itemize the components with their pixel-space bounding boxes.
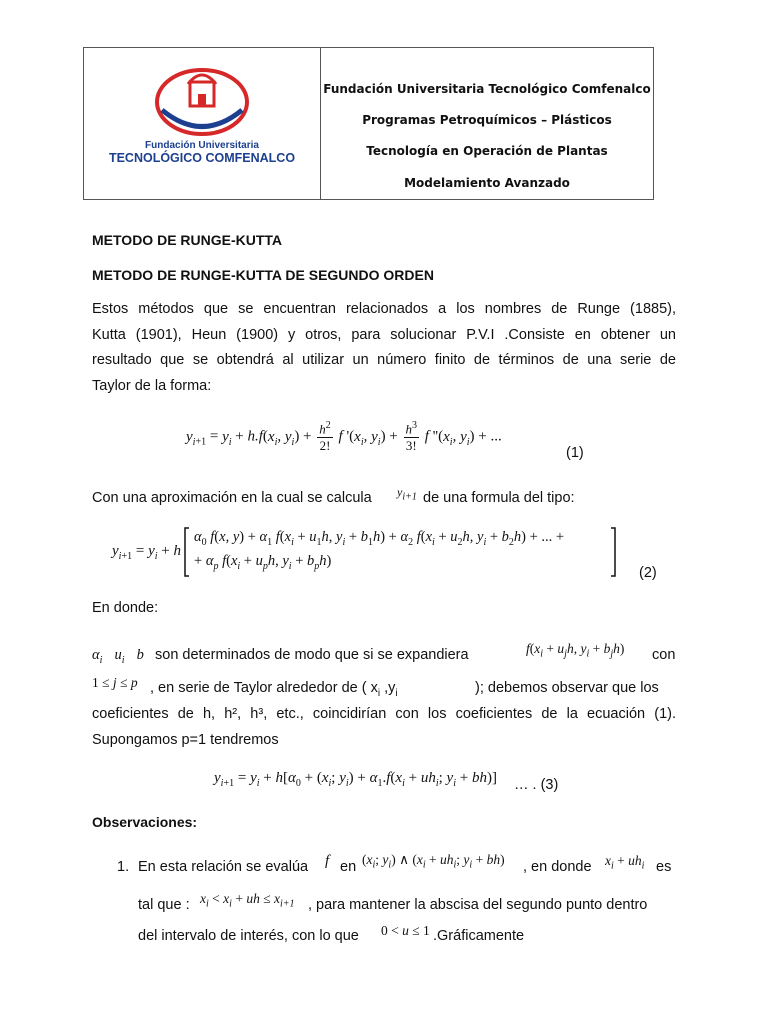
intro-line-3: resultado que se obtendrá al utilizar un número finito de términos de una serie de: [92, 352, 676, 368]
params-range: 1 ≤ j ≤ p: [92, 675, 138, 690]
item-1-inline-abscissa: $x_i + uh_i$: [605, 853, 645, 872]
equation-2-line-2: + $\alpha_p$ $f(x_i + u_ph$, $y_i + b_ph$): [194, 553, 332, 572]
item-1-number: 1.: [117, 859, 130, 875]
params-line-4: Supongamos p=1 tendremos: [92, 731, 279, 748]
params-line-1-end: con: [652, 647, 676, 663]
item-1-inline-points: ($x_i$; $y_i$) ∧ ($x_i + uh_i$; $y_i + bh$): [362, 852, 505, 871]
params-line-1-mid: son determinados de modo que si se expandiera: [155, 647, 469, 663]
institution-logo: [84, 48, 320, 199]
equation-1-number: (1): [566, 445, 584, 461]
params-paragraph: [92, 702, 676, 753]
item-1-text-c1: del intervalo de interés, con lo que: [138, 928, 359, 944]
item-1-text-a4: es: [656, 859, 672, 875]
item-1-text-b2: , para mantener la abscisa del segundo punto dentro: [308, 897, 648, 913]
item-1-inequality: $x_i < x_i$ + uh ≤ $x_{i+1}$: [200, 891, 295, 910]
header-institution: Fundación Universitaria Tecnológico Comfenalco: [323, 82, 651, 96]
item-1-u-range: 0 < u ≤ 1: [381, 923, 430, 938]
approx-inline-math: $y_{i+1}$: [397, 485, 417, 503]
params-inline-function: $f(x_i + u_jh$, $y_i + b_jh$): [526, 641, 625, 660]
equation-2-number: (2): [639, 565, 657, 581]
logo-emblem: [84, 48, 320, 199]
intro-line-2: Kutta (1901), Heun (1900) y otros, para solucionar P.V.I .Consiste en obtener un: [92, 326, 676, 343]
header-technology: Tecnología en Operación de Plantas: [366, 144, 608, 158]
logo-text-large: TECNOLÓGICO COMFENALCO: [108, 151, 296, 165]
params-line-2-end: ); debemos observar que los: [475, 680, 659, 696]
params-line-3: coeficientes de h, h², h³, etc., coincidirían con los coeficientes de la ecuación (1).: [92, 706, 676, 722]
intro-line-4: Taylor de la forma:: [92, 377, 212, 394]
equation-2-lhs: $y_{i+1} = y_i + h$: [112, 543, 181, 562]
item-1-text-c2: .Gráficamente: [433, 928, 525, 944]
where-label: En donde:: [92, 600, 159, 616]
approx-text-after: de una formula del tipo:: [423, 490, 575, 506]
equation-3-number: … . (3): [514, 777, 559, 793]
params-line-2-text: , en serie de Taylor alrededor de ( x: [150, 680, 378, 696]
item-1-text-a3: , en donde: [523, 859, 592, 875]
intro-line-1: Estos métodos que se encuentran relacionados a los nombres de Runge (1885),: [92, 301, 676, 317]
params-symbols: $\alpha_i$ $u_i$ b: [92, 647, 144, 666]
header-course: Modelamiento Avanzado: [404, 176, 570, 190]
document-header: [83, 47, 654, 200]
logo-text-small: Fundación Universitaria: [145, 140, 259, 151]
header-text-block: [321, 48, 653, 199]
approx-text-before: Con una aproximación en la cual se calcula: [92, 490, 372, 506]
params-line-2-mid: , en serie de Taylor alrededor de ( $x_i$ $,y_i$: [150, 680, 398, 699]
item-1-text-a1: En esta relación se evalúa: [138, 859, 309, 875]
equation-1: $y_{i+1} = y_i + h.f(x_i$, $y_i$) + $\frac{h^2}{2!}$ f '($x_i$, $y_i$) + $\frac{h^3}{3!}$ f ''($x_i$, $y_i$) + ...: [186, 420, 502, 454]
item-1-text-b1: tal que :: [138, 897, 190, 913]
equation-3: $y_{i+1} = y_i + h[\alpha_0 + (x_i$; $y_i) + \alpha_1.f(x_i + uh_i$; $y_i + bh$)]: [214, 770, 497, 789]
item-1-text-a2: en: [340, 859, 357, 875]
equation-2-line-1: $\alpha_0$ f(x, $y) + \alpha_1$ $f(x_i + u_1h$, $y_i + b_1h) + \alpha_2$ $f(x_i + u_2h$, $y_i + b_2h$) + ... +: [194, 529, 565, 548]
intro-paragraph: [92, 297, 676, 399]
item-1-f: f: [325, 853, 330, 869]
header-program: Programas Petroquímicos – Plásticos: [362, 113, 612, 127]
subsection-title: METODO DE RUNGE-KUTTA DE SEGUNDO ORDEN: [92, 267, 434, 283]
section-title: METODO DE RUNGE-KUTTA: [92, 232, 283, 248]
observations-title: Observaciones:: [92, 814, 198, 830]
